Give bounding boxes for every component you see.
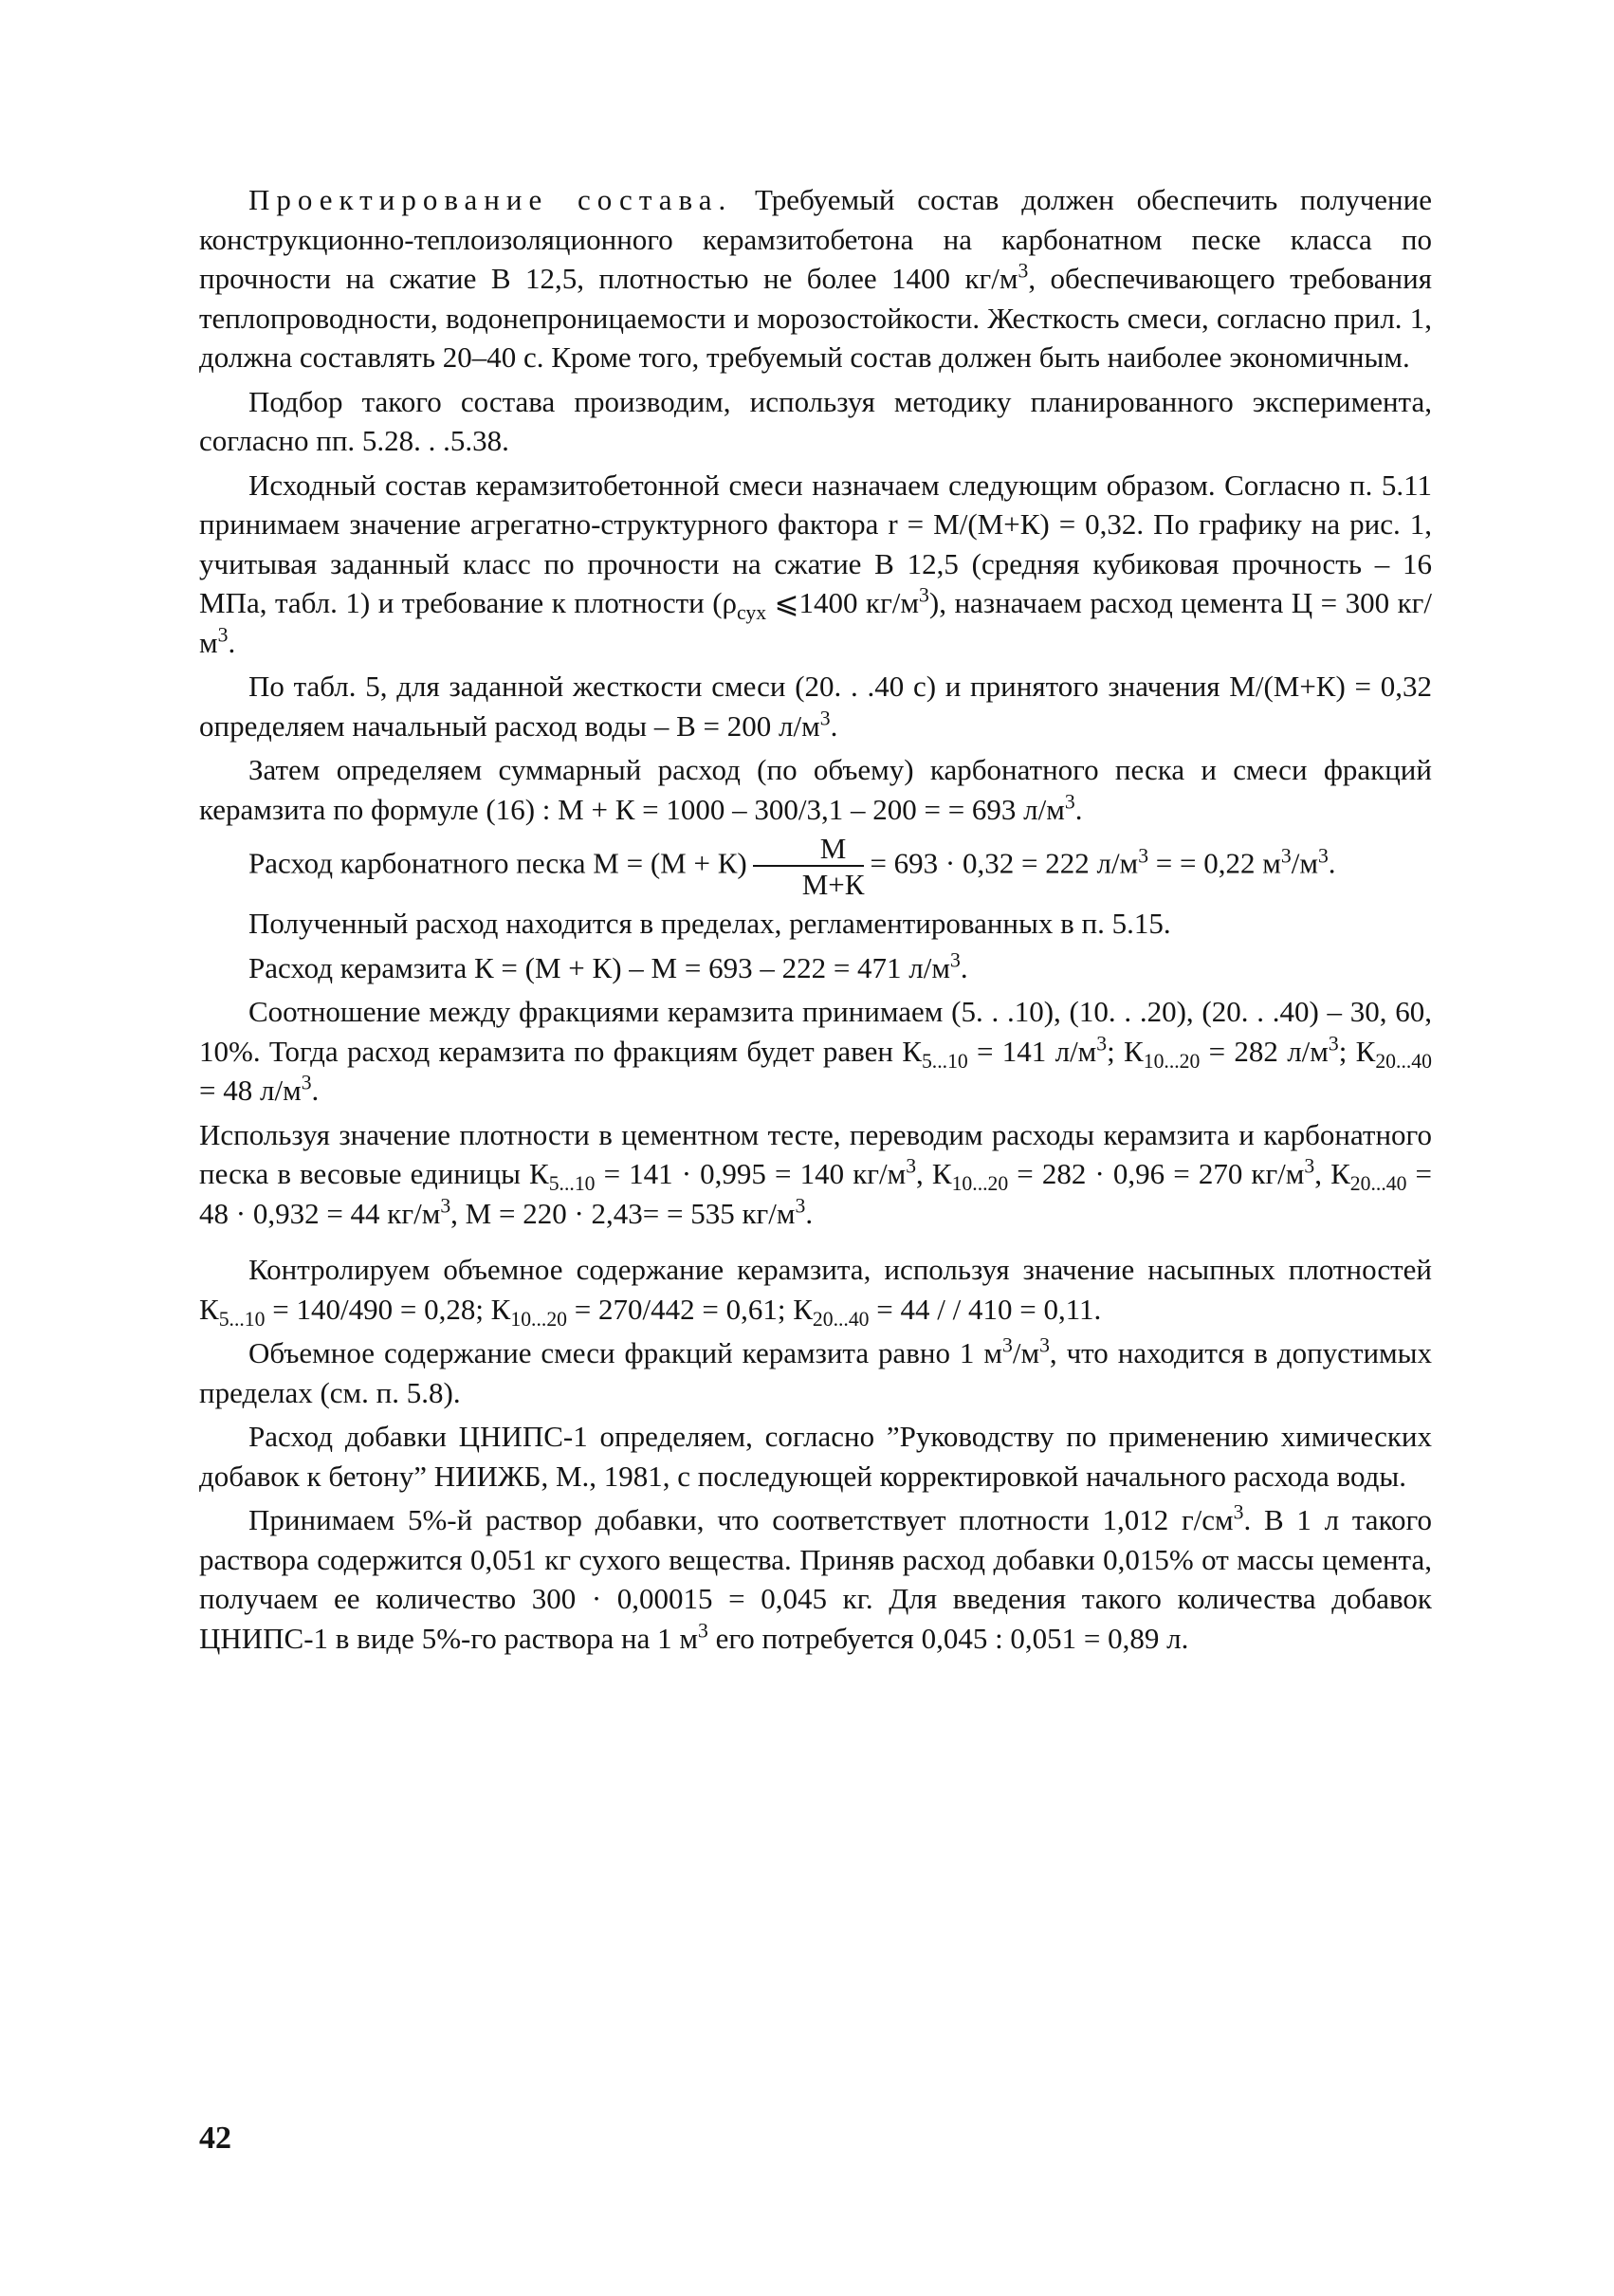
paragraph-sand: Расход карбонатного песка М = (М + К) $\frac{М}{М+К}$ = 693 · 0,32 = 222 $л/м^3$ = = 0,22 $м^3/м^3$. [248,832,1336,901]
paragraph-initial-mix: Исходный состав керамзитобетонной смеси назначаем следующим образом. Согласно п. 5.11 принимаем значение агрегатно-структурного фактора r = М/(М+К) = 0,32. По графику на рис. 1, учитывая заданный класс по прочности на сжатие В 12,5 (средняя кубиковая прочность – 16 МПа, табл. 1) и требование к плотности ($\rho_{сух}$ ⩽1400 $кг/м^3$), назначаем расход цемента Ц = 300 $кг/м^3$. [199,468,1432,659]
paragraph-fractions: Соотношение между фракциями керамзита принимаем (5. . .10), (10. . .20), (20. . .40) – 30, 60, 10%. Тогда расход керамзита по фракциям будет равен $К_{5...10} = 141$ $л/м^3$; $К_{10...20} = 282$ $л/м^3$; $К_{20...40} = 48$ $л/м^3$. [199,995,1432,1107]
paragraph-method: Подбор такого состава производим, используя методику планированного эксперимента, согласно пп. 5.28. . .5.38. [199,384,1432,457]
paragraph-limits: Полученный расход находится в пределах, регламентированных в п. 5.15. [248,907,1171,940]
paragraph-volume-content: Объемное содержание смеси фракций керамзита равно 1 $м^3/м^3$, что находится в допустимых пределах (см. п. 5.8). [199,1333,1432,1409]
paragraph-volume-control: Контролируем объемное содержание керамзита, используя значение насыпных плотностей $К_{5...10} = 140/490 = 0,28$; $К_{10...20} = 270/442 = 0,61$; $К_{20...40} = 44$ / / 410 = 0,11. [199,1253,1432,1331]
paragraph-weights: Используя значение плотности в цементном тесте, переводим расходы керамзита и карбонатного песка в весовые единицы $К_{5...10} = 141 \cdot 0,995 = 140$ $кг/м^3$, $К_{10...20} = 282 \cdot 0,96 = 270$ $кг/м^3$, $К_{20...40} = 48 \cdot 0,932 = 44$ $кг/м^3$, М = 220 · 2,43= = 535 $кг/м^3$. [199,1117,1433,1230]
body-text [199,180,1432,1662]
paragraph-water: По табл. 5, для заданной жесткости смеси (20. . .40 с) и принятого значения М/(М+К) = 0,32 определяем начальный расход воды – В = 200 $л/м^3$. [199,670,1432,743]
paragraph-additive: Расход добавки ЦНИПС-1 определяем, согласно ”Руководству по применению химических добавок к бетону” НИИЖБ, М., 1981, с последующей корректировкой начального расхода воды. [199,1420,1432,1493]
paragraph-total-volume: Затем определяем суммарный расход (по объему) карбонатного песка и смеси фракций керамзита по формуле (16) : М + К = 1000 – 300/3,1 – 200 = = 693 $л/м^3$. [199,753,1432,826]
section-heading: Проектирование состава. [248,183,733,216]
page-number: 42 [199,2121,231,2156]
paragraph-design: Проектирование состава. Требуемый состав должен обеспечить получение конструкционно-теплоизоляционного керамзитобетона на карбонатном песке класса по прочности на сжатие В 12,5, плотностью не более 1400 $кг/м^3$, обеспечивающего требования теплопроводности, водонепроницаемости и морозостойкости. Жесткость смеси, согласно прил. 1, должна составлять 20–40 с. Кроме того, требуемый состав должен быть наиболее экономичным. [199,183,1432,374]
paragraph-solution: Принимаем 5%-й раствор добавки, что соответствует плотности 1,012 $г/см^3$. В 1 л такого раствора содержится 0,051 кг сухого вещества. Приняв расход добавки 0,015% от массы цемента, получаем ее количество 300 · 0,00015 = 0,045 кг. Для введения такого количества добавок ЦНИПС-1 в виде 5%-го раствора на 1 $м^3$ его потребуется 0,045 : 0,051 = 0,89 л. [199,1500,1432,1655]
paragraph-keramzit: Расход керамзита К = (М + К) – М = 693 – 222 = 471 $л/м^3$. [248,948,968,984]
fraction: $\frac{М}{М+К}$ [753,834,865,899]
